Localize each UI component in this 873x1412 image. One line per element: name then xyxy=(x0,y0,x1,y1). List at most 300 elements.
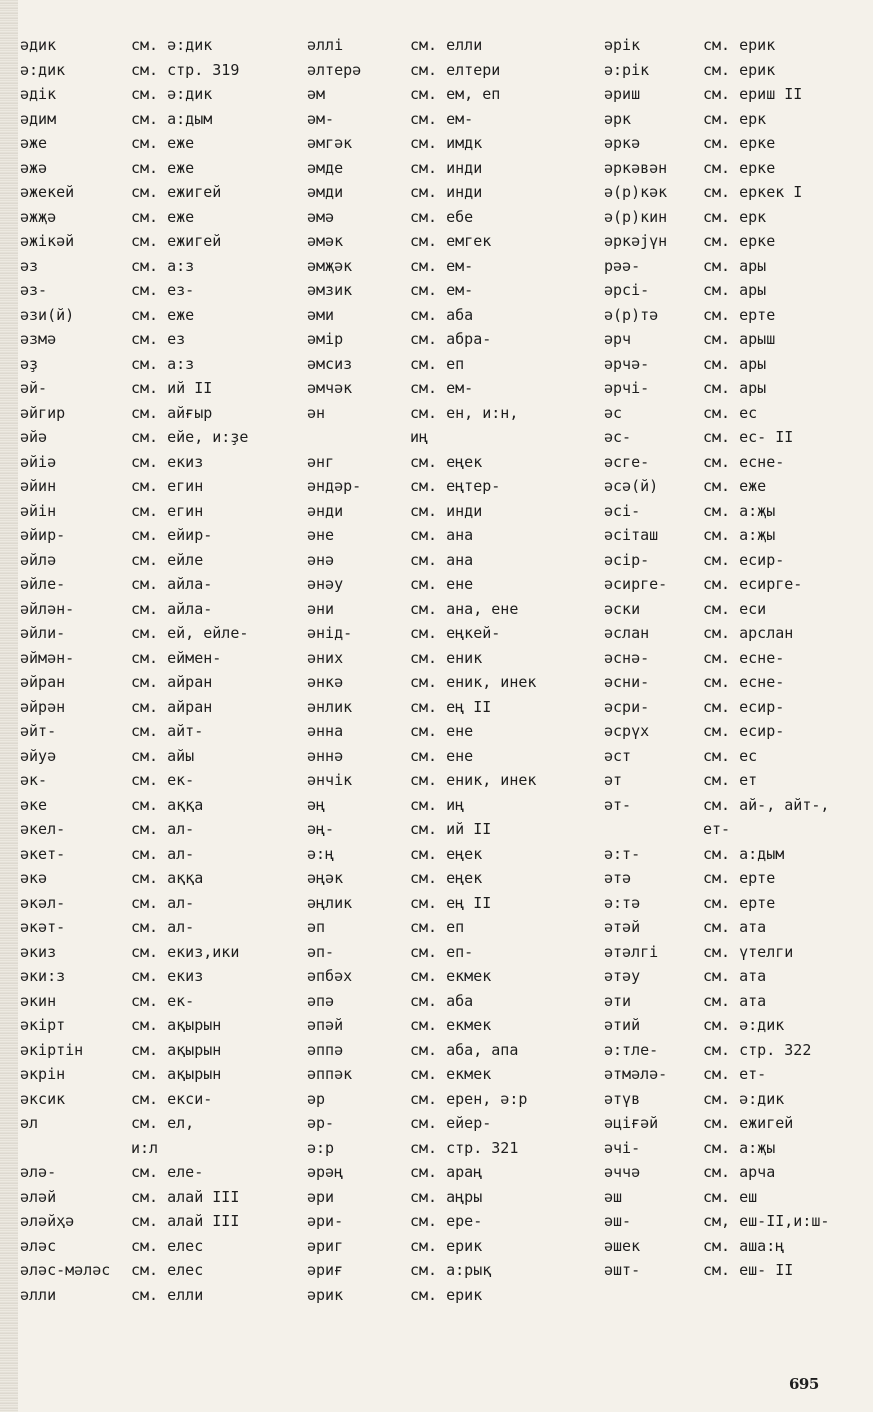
cross-reference: см. ий II xyxy=(131,379,213,397)
headword: әмди xyxy=(307,183,344,201)
headword: әрк xyxy=(604,109,632,128)
headword: әрч xyxy=(604,330,632,348)
dictionary-entry xyxy=(20,670,290,695)
dictionary-entry xyxy=(20,107,290,132)
headword: әләс xyxy=(20,1236,57,1255)
headword: ә:дик xyxy=(20,60,66,79)
cross-reference: см. ерик xyxy=(703,60,776,79)
cross-reference: см. ерен, ә:р xyxy=(410,1089,528,1108)
cross-reference: см. ерке xyxy=(703,158,776,177)
headword: әст xyxy=(604,746,632,765)
headword: әймән- xyxy=(20,648,75,667)
dictionary-entry xyxy=(604,1258,854,1283)
dictionary-entry xyxy=(307,33,597,58)
cross-reference: см. егин xyxy=(131,501,204,520)
headword: әләс-мәләс xyxy=(20,1261,111,1279)
cross-reference: см. айғыр xyxy=(131,403,213,422)
headword: әйле- xyxy=(20,575,66,593)
headword: әриғ xyxy=(307,1261,344,1279)
cross-reference: см. ары xyxy=(703,354,767,373)
headword: әңлик xyxy=(307,893,353,912)
headword: әрік xyxy=(604,36,641,54)
cross-reference: см. стр. 319 xyxy=(131,60,240,79)
headword: әкірт xyxy=(20,1016,66,1034)
headword: әкәл- xyxy=(20,893,66,912)
headword: ә:т- xyxy=(604,844,641,863)
scan-edge xyxy=(0,0,18,1412)
dictionary-entry xyxy=(20,425,290,450)
dictionary-entry xyxy=(307,719,597,744)
cross-reference: см. ал- xyxy=(131,844,195,863)
cross-reference: см. ез- xyxy=(131,281,195,299)
dictionary-entry xyxy=(307,744,597,769)
cross-reference: см. еже xyxy=(131,158,195,177)
headword: әйран xyxy=(20,673,66,691)
headword: әпәй xyxy=(307,1016,344,1034)
dictionary-entry xyxy=(20,254,290,279)
dictionary-entry xyxy=(307,1160,597,1185)
headword: әт xyxy=(604,771,623,789)
dictionary-entry xyxy=(20,1038,290,1063)
headword: әтий xyxy=(604,1016,641,1034)
cross-reference: см. а:җы xyxy=(703,501,776,520)
cross-reference: см. есирге- xyxy=(703,575,803,593)
cross-reference: см. ейле xyxy=(131,550,204,569)
cross-reference: см. ежигей xyxy=(703,1114,794,1132)
dictionary-entry xyxy=(307,229,597,254)
dictionary-entry xyxy=(604,352,854,377)
cross-reference: см. ейе, и:ҙе xyxy=(131,428,249,446)
headword: әже xyxy=(20,134,48,152)
cross-reference: см. айт- xyxy=(131,722,204,740)
dictionary-entry xyxy=(604,1209,854,1234)
headword: ә(р)тә xyxy=(604,305,659,324)
cross-reference: см. а:рық xyxy=(410,1261,492,1279)
cross-reference: см. егин xyxy=(131,477,204,495)
dictionary-entry xyxy=(307,646,597,671)
dictionary-entry xyxy=(20,572,290,597)
headword: әтәй xyxy=(604,918,641,936)
dictionary-entry xyxy=(20,719,290,744)
dictionary-entry xyxy=(604,915,854,940)
headword: әсирге- xyxy=(604,575,668,593)
cross-reference: см. ата xyxy=(703,967,767,985)
dictionary-entry xyxy=(20,523,290,548)
cross-reference: см. ене xyxy=(410,575,474,593)
dictionary-entry xyxy=(307,817,597,842)
cross-reference: см. елес xyxy=(131,1236,204,1255)
dictionary-entry xyxy=(307,180,597,205)
dictionary-entry xyxy=(307,793,597,818)
cross-reference: см. ес xyxy=(703,746,758,765)
dictionary-entry xyxy=(20,327,290,352)
headword: әмгәк xyxy=(307,134,353,152)
headword: әз xyxy=(20,256,39,275)
dictionary-entry xyxy=(20,352,290,377)
cross-reference: см. ес- II xyxy=(703,428,794,446)
cross-reference: см. аққа xyxy=(131,795,204,814)
headword: әсни- xyxy=(604,673,650,691)
headword: әлли xyxy=(20,1285,57,1304)
dictionary-entry xyxy=(307,499,597,524)
cross-reference: см. екси- xyxy=(131,1089,213,1108)
headword: әм xyxy=(307,85,326,103)
dictionary-entry xyxy=(20,989,290,1014)
headword: әжә xyxy=(20,158,48,177)
dictionary-entry xyxy=(307,1038,597,1063)
dictionary-entry xyxy=(307,621,597,646)
dictionary-entry xyxy=(604,1234,854,1259)
dictionary-entry xyxy=(604,744,854,769)
dictionary-entry xyxy=(20,1062,290,1087)
cross-reference: см. еже xyxy=(131,305,195,324)
cross-reference: см. елес xyxy=(131,1261,204,1279)
dictionary-entry xyxy=(20,82,290,107)
dictionary-entry xyxy=(307,401,597,426)
cross-reference: см. ез xyxy=(131,330,186,348)
dictionary-entry xyxy=(307,1209,597,1234)
cross-reference: см. ейир- xyxy=(131,526,213,544)
dictionary-entry xyxy=(307,352,597,377)
headword: әдим xyxy=(20,109,57,128)
cross-reference: см. есне- xyxy=(703,673,785,691)
cross-reference: см. еник, инек xyxy=(410,771,537,789)
dictionary-entry xyxy=(604,719,854,744)
cross-reference: см. ана xyxy=(410,550,474,569)
headword: әпбәх xyxy=(307,967,353,985)
dictionary-entry xyxy=(307,548,597,573)
headword: әш xyxy=(604,1187,623,1206)
dictionary-entry xyxy=(604,278,854,303)
cross-reference: см. ел, xyxy=(131,1114,195,1132)
cross-reference: см. ерке xyxy=(703,232,776,250)
headword: әндәр- xyxy=(307,477,362,495)
headword: әң- xyxy=(307,820,335,838)
cross-reference: см. айы xyxy=(131,746,195,765)
headword: әкрін xyxy=(20,1065,66,1083)
cross-reference: см. ә:дик xyxy=(131,85,213,103)
headword: әппә xyxy=(307,1040,344,1059)
headword: әски xyxy=(604,599,641,618)
headword: әс- xyxy=(604,428,632,446)
headword: әкел- xyxy=(20,820,66,838)
dictionary-entry xyxy=(20,278,290,303)
cross-reference: см. иң xyxy=(410,795,465,814)
headword: әннә xyxy=(307,746,344,765)
dictionary-entry xyxy=(20,768,290,793)
dictionary-entry xyxy=(20,450,290,475)
headword: әнди xyxy=(307,501,344,520)
headword: әркә xyxy=(604,134,641,152)
headword: әй- xyxy=(20,379,48,397)
dictionary-entry xyxy=(20,474,290,499)
cross-reference: см. ә:дик xyxy=(703,1016,785,1034)
cross-reference: см. екмек xyxy=(410,1065,492,1083)
cross-reference: см. аба, апа xyxy=(410,1040,519,1059)
dictionary-column-2 xyxy=(307,33,597,1307)
headword: әкин xyxy=(20,991,57,1010)
cross-reference: см. аша:ң xyxy=(703,1236,785,1255)
headword: әдик xyxy=(20,36,57,54)
dictionary-entry xyxy=(307,82,597,107)
cross-reference: см. ем- xyxy=(410,281,474,299)
dictionary-entry xyxy=(604,1013,854,1038)
dictionary-entry xyxy=(20,597,290,622)
dictionary-entry xyxy=(20,695,290,720)
cross-reference: см. еш xyxy=(703,1187,758,1206)
dictionary-entry xyxy=(604,793,854,818)
headword: әл xyxy=(20,1114,39,1132)
cross-reference: см. ары xyxy=(703,281,767,299)
headword: әләйҳә xyxy=(20,1212,75,1230)
cross-reference: см. аба xyxy=(410,991,474,1010)
dictionary-entry xyxy=(604,107,854,132)
cross-reference: см. еп- xyxy=(410,942,474,961)
cross-reference: см. еркек I xyxy=(703,183,803,201)
headword: ә:рік xyxy=(604,60,650,79)
cross-reference: см. ақырын xyxy=(131,1065,222,1083)
dictionary-entry xyxy=(307,474,597,499)
cross-reference: см. екиз xyxy=(131,452,204,471)
dictionary-entry xyxy=(307,327,597,352)
headword: әтәу xyxy=(604,967,641,985)
dictionary-entry xyxy=(307,107,597,132)
cross-reference: см. ене xyxy=(410,746,474,765)
dictionary-entry xyxy=(604,229,854,254)
cross-reference: см. арслан xyxy=(703,624,794,642)
headword: әсри- xyxy=(604,697,650,716)
dictionary-entry xyxy=(307,989,597,1014)
cross-reference: см. ай-, айт-, xyxy=(703,795,830,814)
cross-reference: см. ә:дик xyxy=(131,36,213,54)
cross-reference: см. арыш xyxy=(703,330,776,348)
headword: әз- xyxy=(20,281,48,299)
dictionary-entry xyxy=(307,572,597,597)
dictionary-entry xyxy=(604,254,854,279)
headword: әсге- xyxy=(604,452,650,471)
cross-reference: см. ем- xyxy=(410,256,474,275)
dictionary-entry xyxy=(307,205,597,230)
cross-reference: см. ерик xyxy=(410,1285,483,1304)
dictionary-entry xyxy=(20,866,290,891)
cross-reference: см. ежигей xyxy=(131,232,222,250)
dictionary-entry xyxy=(604,646,854,671)
dictionary-entry xyxy=(604,695,854,720)
dictionary-entry xyxy=(20,548,290,573)
cross-reference: см. ақырын xyxy=(131,1016,222,1034)
cross-reference: см. ек- xyxy=(131,991,195,1010)
cross-reference: см. есне- xyxy=(703,452,785,471)
dictionary-entry xyxy=(307,940,597,965)
dictionary-entry xyxy=(20,1013,290,1038)
headword: әп- xyxy=(307,942,335,961)
headword: әсә(й) xyxy=(604,477,659,495)
cross-reference: см. инди xyxy=(410,158,483,177)
headword: әрик xyxy=(307,1285,344,1304)
dictionary-entry xyxy=(604,180,854,205)
headword: әлә- xyxy=(20,1163,57,1181)
cross-reference: см. есир- xyxy=(703,722,785,740)
dictionary-entry xyxy=(20,229,290,254)
dictionary-entry xyxy=(307,1013,597,1038)
cross-reference: см. ерке xyxy=(703,134,776,152)
dictionary-entry xyxy=(604,964,854,989)
dictionary-entry xyxy=(307,597,597,622)
headword: әйіә xyxy=(20,452,57,471)
dictionary-entry xyxy=(20,842,290,867)
dictionary-entry xyxy=(20,1209,290,1234)
headword: ә:ң xyxy=(307,844,335,863)
dictionary-entry xyxy=(604,450,854,475)
dictionary-entry xyxy=(604,401,854,426)
cross-reference: см. елтери xyxy=(410,60,501,79)
headword: әпә xyxy=(307,991,335,1010)
cross-reference: ет- xyxy=(703,820,731,838)
cross-reference: см. ебе xyxy=(410,207,474,226)
cross-reference: см. ата xyxy=(703,918,767,936)
headword: әтмәлә- xyxy=(604,1065,668,1083)
headword: әйли- xyxy=(20,624,66,642)
dictionary-entry xyxy=(604,1185,854,1210)
cross-reference: см. абра- xyxy=(410,330,492,348)
cross-reference: см. есир- xyxy=(703,697,785,716)
cross-reference: см, еш-II,и:ш- xyxy=(703,1212,830,1230)
dictionary-entry xyxy=(604,1111,854,1136)
dictionary-entry xyxy=(20,646,290,671)
cross-reference: см. стр. 322 xyxy=(703,1040,812,1059)
dictionary-entry xyxy=(20,817,290,842)
cross-reference: см. а:дым xyxy=(131,109,213,128)
dictionary-entry xyxy=(307,1283,597,1308)
dictionary-entry xyxy=(307,131,597,156)
dictionary-entry xyxy=(20,499,290,524)
headword: әләй xyxy=(20,1187,57,1206)
page-number: 695 xyxy=(789,1375,819,1393)
cross-reference: см. ал- xyxy=(131,918,195,936)
cross-reference: см. ерик xyxy=(410,1236,483,1255)
cross-reference: см. а:з xyxy=(131,354,195,373)
headword: әриг xyxy=(307,1236,344,1255)
headword: әмір xyxy=(307,330,344,348)
dictionary-entry xyxy=(307,1087,597,1112)
dictionary-entry xyxy=(604,768,854,793)
dictionary-entry xyxy=(604,474,854,499)
cross-reference: см. екмек xyxy=(410,1016,492,1034)
cross-reference: см. еңек xyxy=(410,452,483,471)
dictionary-entry xyxy=(604,670,854,695)
dictionary-entry xyxy=(307,866,597,891)
cross-reference: см. еңек xyxy=(410,869,483,887)
cross-reference: см. ен, и:н, xyxy=(410,403,519,422)
cross-reference: см. аққа xyxy=(131,869,204,887)
cross-reference: см. араң xyxy=(410,1163,483,1181)
headword: әтә xyxy=(604,869,632,887)
dictionary-entry xyxy=(604,866,854,891)
dictionary-entry xyxy=(20,303,290,328)
dictionary-entry xyxy=(20,376,290,401)
dictionary-entry xyxy=(604,621,854,646)
dictionary-column-1 xyxy=(20,33,290,1307)
dictionary-entry xyxy=(604,205,854,230)
headword: әкә xyxy=(20,869,48,887)
dictionary-entry xyxy=(604,1136,854,1161)
dictionary-entry xyxy=(20,1087,290,1112)
cross-reference: см. ем- xyxy=(410,379,474,397)
dictionary-entry xyxy=(20,1111,290,1136)
dictionary-entry xyxy=(604,1087,854,1112)
dictionary-entry xyxy=(604,33,854,58)
headword: әмәк xyxy=(307,232,344,250)
cross-reference: см. ет- xyxy=(703,1065,767,1083)
dictionary-entry xyxy=(307,156,597,181)
cross-reference: см. елли xyxy=(131,1285,204,1304)
cross-reference: см. имдк xyxy=(410,134,483,152)
headword: әмде xyxy=(307,158,344,177)
cross-reference: см. ал- xyxy=(131,820,195,838)
cross-reference: см. алай III xyxy=(131,1187,240,1206)
headword: әмчәк xyxy=(307,379,353,397)
headword: әдік xyxy=(20,85,57,103)
headword: әке xyxy=(20,795,48,814)
cross-reference: см. а:дым xyxy=(703,844,785,863)
headword: ән xyxy=(307,403,326,422)
cross-reference: см. ес xyxy=(703,403,758,422)
headword: әйин xyxy=(20,477,57,495)
headword: әң xyxy=(307,795,326,814)
headword: әшт- xyxy=(604,1261,641,1279)
headword: әри- xyxy=(307,1212,344,1230)
headword: әйә xyxy=(20,428,48,446)
cross-reference: см. ерик xyxy=(703,36,776,54)
headword: әнг xyxy=(307,452,335,471)
dictionary-entry xyxy=(20,940,290,965)
headword: әчі- xyxy=(604,1138,641,1157)
cross-reference: см. екиз,ики xyxy=(131,942,240,961)
dictionary-entry xyxy=(307,891,597,916)
cross-reference: см. ә:дик xyxy=(703,1089,785,1108)
headword: әрсі- xyxy=(604,281,650,299)
cross-reference: см. инди xyxy=(410,501,483,520)
cross-reference: см. үтелги xyxy=(703,942,794,961)
dictionary-entry xyxy=(307,964,597,989)
dictionary-entry xyxy=(20,964,290,989)
dictionary-entry xyxy=(604,327,854,352)
cross-reference: см. елли xyxy=(410,36,483,54)
cross-reference: см. айла- xyxy=(131,599,213,618)
headword: әтүв xyxy=(604,1089,641,1108)
cross-reference: см. ей, ейле- xyxy=(131,624,249,642)
headword: әҙ xyxy=(20,354,39,373)
cross-reference: см. еңек xyxy=(410,844,483,863)
headword: әр- xyxy=(307,1114,335,1132)
cross-reference: см. ең II xyxy=(410,697,492,716)
dictionary-entry xyxy=(307,1062,597,1087)
dictionary-entry xyxy=(20,33,290,58)
dictionary-entry xyxy=(307,670,597,695)
headword: әкіртін xyxy=(20,1040,84,1059)
dictionary-entry xyxy=(307,842,597,867)
headword: әнкә xyxy=(307,673,344,691)
dictionary-entry xyxy=(307,695,597,720)
cross-reference: см. а:з xyxy=(131,256,195,275)
headword: ә(р)кин xyxy=(604,207,668,226)
cross-reference: см. ек- xyxy=(131,771,195,789)
headword: әйлән- xyxy=(20,599,75,618)
headword: әйгир xyxy=(20,403,66,422)
headword: әп xyxy=(307,918,326,936)
headword: әс xyxy=(604,403,623,422)
cross-reference: см. еник xyxy=(410,648,483,667)
